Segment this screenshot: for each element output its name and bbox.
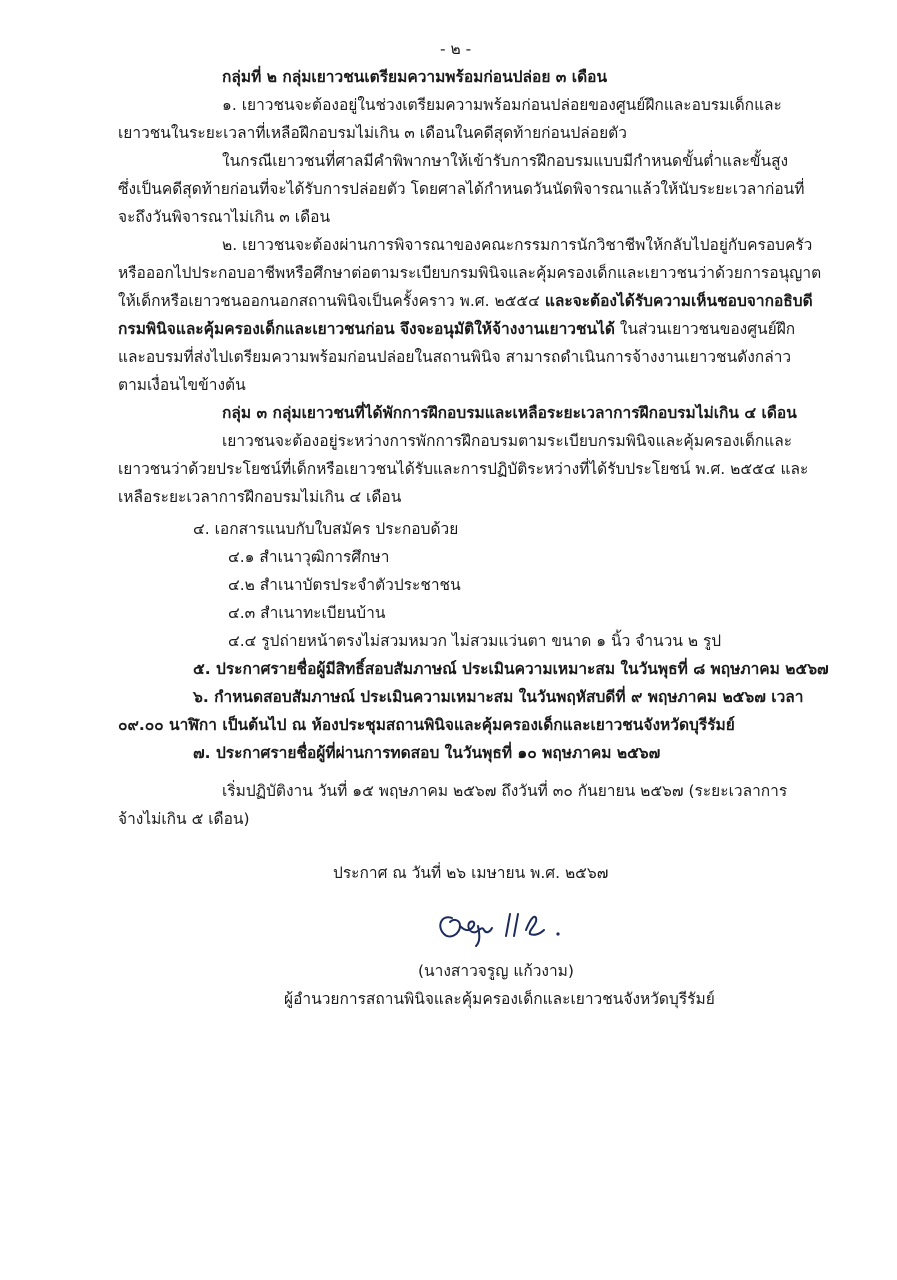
documents-heading: ๔. เอกสารแนบกับใบสมัคร ประกอบด้วย [193, 520, 459, 538]
document-item: ๔.๔ รูปถ่ายหน้าตรงไม่สวมหมวก ไม่สวมแว่นตา ขนาด ๑ นิ้ว จำนวน ๒ รูป [228, 632, 722, 650]
group2-item2-line: ตามเงื่อนไขข้างต้น [118, 376, 246, 394]
item2-text: ในส่วนเยาวชนของศูนย์ฝึก [614, 320, 796, 338]
signer-name: (นางสาวจรูญ แก้วงาม) [418, 962, 574, 980]
group2-item2-line [118, 316, 795, 344]
group2-item1-note-line: จะถึงวันพิจารณาไม่เกิน ๓ เดือน [118, 208, 331, 226]
group3-heading: กลุ่ม ๓ กลุ่มเยาวชนที่ได้พักการฝึกอบรมและเหลือระยะเวลาการฝึกอบรมไม่เกิน ๔ เดือน [222, 404, 797, 422]
signer-title: ผู้อำนวยการสถานพินิจและคุ้มครองเด็กและเยาวชนจังหวัดบุรีรัมย์ [284, 990, 715, 1008]
group2-heading: กลุ่มที่ ๒ กลุ่มเยาวชนเตรียมความพร้อมก่อนปล่อย ๓ เดือน [222, 68, 608, 86]
group3-line: เหลือระยะเวลาการฝึกอบรมไม่เกิน ๔ เดือน [118, 488, 402, 506]
item2-emphasis: และจะต้องได้รับความเห็นชอบจากอธิบดี [544, 292, 813, 310]
document-item: ๔.๒ สำเนาบัตรประจำตัวประชาชน [228, 576, 461, 594]
group2-item2-line: และอบรมที่ส่งไปเตรียมความพร้อมก่อนปล่อยในสถานพินิจ สามารถดำเนินการจ้างงานเยาวชนดังกล่าว [118, 348, 792, 366]
group2-item2-line [118, 288, 813, 316]
work-period-line: จ้างไม่เกิน ๕ เดือน) [118, 810, 250, 828]
item2-text: ให้เด็กหรือเยาวชนออกนอกสถานพินิจเป็นครั้งคราว พ.ศ. ๒๕๕๔ [118, 292, 545, 310]
work-period-line: เริ่มปฏิบัติงาน วันที่ ๑๕ พฤษภาคม ๒๕๖๗ ถึงวันที่ ๓๐ กันยายน ๒๕๖๗ (ระยะเวลาการ [222, 782, 788, 800]
document-item: ๔.๓ สำเนาทะเบียนบ้าน [228, 604, 386, 622]
item6-interview-line: ๖. กำหนดสอบสัมภาษณ์ ประเมินความเหมาะสม ในวันพฤหัสบดีที่ ๙ พฤษภาคม ๒๕๖๗ เวลา [193, 688, 804, 706]
group2-item1-note-line: ในกรณีเยาวชนที่ศาลมีคำพิพากษาให้เข้ารับการฝึกอบรมแบบมีกำหนดขั้นต่ำและขั้นสูง [222, 152, 789, 170]
signature [430, 900, 590, 950]
item7-results: ๗. ประกาศรายชื่อผู้ที่ผ่านการทดสอบ ในวันพุธที่ ๑๐ พฤษภาคม ๒๕๖๗ [193, 744, 661, 762]
item6-interview-line: ๐๙.๐๐ นาฬิกา เป็นต้นไป ณ ห้องประชุมสถานพินิจและคุ้มครองเด็กและเยาวชนจังหวัดบุรีรัมย์ [118, 716, 735, 734]
page-number: - ๒ - [440, 40, 472, 58]
group3-line: เยาวชนจะต้องอยู่ระหว่างการพักการฝึกอบรมตามระเบียบกรมพินิจและคุ้มครองเด็กและ [222, 432, 793, 450]
item5-announcement: ๕. ประกาศรายชื่อผู้มีสิทธิ์สอบสัมภาษณ์ ประเมินความเหมาะสม ในวันพุธที่ ๘ พฤษภาคม ๒๕๖๗ [193, 660, 829, 678]
group2-item1-note-line: ซึ่งเป็นคดีสุดท้ายก่อนที่จะได้รับการปล่อยตัว โดยศาลได้กำหนดวันนัดพิจารณาแล้วให้นับระยะเวลาก่อนที่ [118, 180, 805, 198]
group2-item2-line: ๒. เยาวชนจะต้องผ่านการพิจารณาของคณะกรรมการนักวิชาชีพให้กลับไปอยู่กับครอบครัว [222, 236, 813, 254]
item2-emphasis: กรมพินิจและคุ้มครองเด็กและเยาวชนก่อน จึงจะอนุมัติให้จ้างงานเยาวชนได้ [118, 320, 615, 338]
group2-item1-line: ๑. เยาวชนจะต้องอยู่ในช่วงเตรียมความพร้อมก่อนปล่อยของศูนย์ฝึกและอบรมเด็กและ [222, 96, 782, 114]
group2-item1-line: เยาวชนในระยะเวลาที่เหลือฝึกอบรมไม่เกิน ๓ เดือนในคดีสุดท้ายก่อนปล่อยตัว [118, 124, 627, 142]
group3-line: เยาวชนว่าด้วยประโยชน์ที่เด็กหรือเยาวชนได้รับและการปฏิบัติระหว่างที่ได้รับประโยชน์ พ.ศ. ๒๕๕๔ และ [118, 460, 809, 478]
document-item: ๔.๑ สำเนาวุฒิการศึกษา [228, 548, 390, 566]
announcement-date: ประกาศ ณ วันที่ ๒๖ เมษายน พ.ศ. ๒๕๖๗ [333, 864, 609, 882]
group2-item2-line: หรือออกไปประกอบอาชีพหรือศึกษาต่อตามระเบียบกรมพินิจและคุ้มครองเด็กและเยาวชนว่าด้วยการอนุญาต [118, 264, 822, 282]
